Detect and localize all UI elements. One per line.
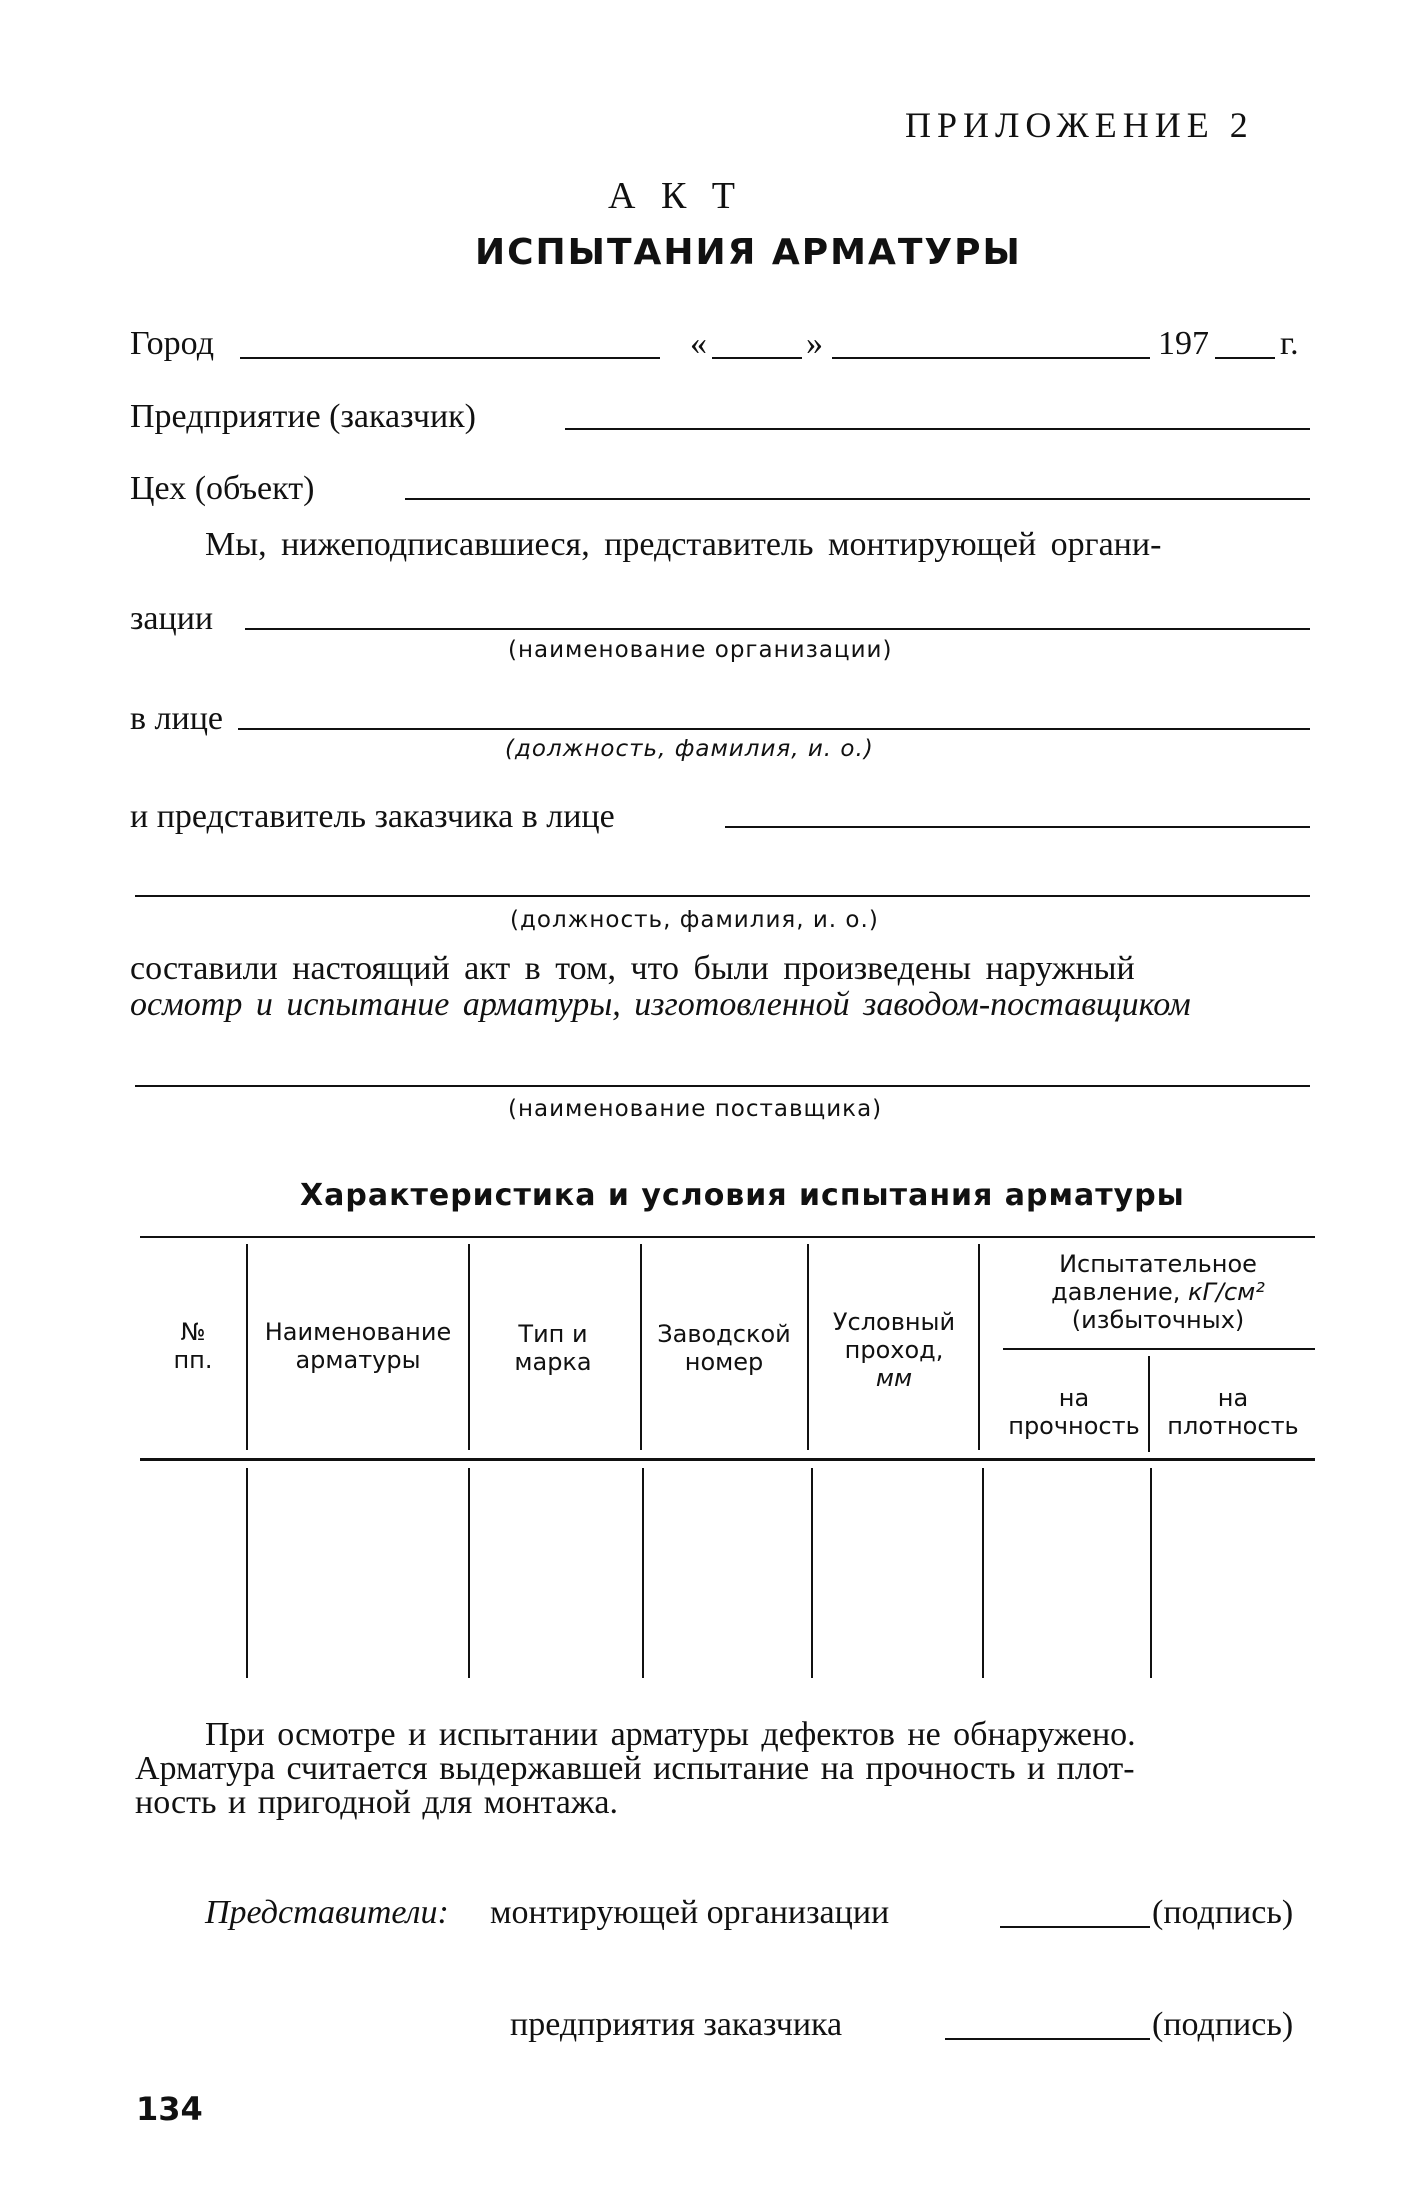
customer-rep-field-line2[interactable]	[135, 895, 1310, 897]
customer-rep-label: и представитель заказчика в лице	[130, 798, 615, 835]
year-field[interactable]	[1215, 357, 1275, 359]
enterprise-field[interactable]	[565, 428, 1310, 430]
col-divider-6	[1148, 1356, 1150, 1452]
header-number: № пп.	[173, 1318, 213, 1374]
header-pressure-unit: кГ/см²	[1188, 1278, 1265, 1306]
header-pressure	[1000, 1250, 1316, 1334]
installer-signature-field[interactable]	[1000, 1926, 1150, 1928]
pressure-sub-rule	[1003, 1348, 1315, 1350]
body-col-divider-5	[982, 1468, 984, 1678]
header-name: Наименование арматуры	[264, 1318, 452, 1374]
table-title: Характеристика и условия испытания арматуры	[300, 1178, 1185, 1213]
intro-text-line1: Мы, нижеподписавшиеся, представитель монтирующей органи-	[205, 526, 1162, 563]
header-pressure-note: (избыточных)	[1071, 1306, 1245, 1334]
header-bore-label: Условный проход,	[832, 1308, 956, 1364]
quote-close: »	[806, 325, 823, 362]
col-divider-3	[640, 1244, 642, 1450]
quote-open: «	[690, 325, 707, 362]
supplier-field[interactable]	[135, 1085, 1310, 1087]
table-top-rule	[140, 1236, 1315, 1238]
supplier-caption: (наименование поставщика)	[508, 1096, 883, 1122]
conclusion-line2: Арматура считается выдержавшей испытание на прочность и плот-	[135, 1750, 1135, 1787]
table-header-rule	[140, 1458, 1315, 1461]
organization-field[interactable]	[245, 628, 1310, 630]
header-bore	[812, 1308, 976, 1392]
body-col-divider-2	[468, 1468, 470, 1678]
shop-field[interactable]	[405, 498, 1310, 500]
body-col-divider-4	[811, 1468, 813, 1678]
document-title: А К Т	[608, 175, 743, 217]
enterprise-label: Предприятие (заказчик)	[130, 398, 476, 435]
shop-label: Цех (объект)	[130, 470, 315, 507]
document-subtitle: ИСПЫТАНИЯ АРМАТУРЫ	[475, 232, 1022, 273]
position-caption: (должность, фамилия, и. о.)	[510, 907, 879, 933]
body-col-divider-3	[642, 1468, 644, 1678]
customer-signature-caption: (подпись)	[1152, 2006, 1294, 2043]
body-text-line2: осмотр и испытание арматуры, изготовленной заводом-поставщиком	[130, 986, 1191, 1023]
conclusion-line1: При осмотре и испытании арматуры дефектов не обнаружено.	[205, 1716, 1136, 1753]
in-person-field[interactable]	[238, 728, 1310, 730]
customer-signature-field[interactable]	[945, 2038, 1150, 2040]
customer-rep-field[interactable]	[725, 826, 1310, 828]
header-pressure-label: Испытательное давление,	[1051, 1250, 1257, 1306]
col-divider-4	[807, 1244, 809, 1450]
header-type: Тип и марка	[514, 1320, 592, 1376]
installer-org-label: монтирующей организации	[490, 1894, 890, 1931]
day-field[interactable]	[712, 357, 802, 359]
position-caption-italic: (должность, фамилия, и. о.)	[505, 736, 874, 762]
col-divider-2	[468, 1244, 470, 1450]
organization-caption: (наименование организации)	[508, 637, 893, 663]
year-prefix: 197	[1158, 325, 1209, 362]
body-col-divider-1	[246, 1468, 248, 1678]
appendix-label: ПРИЛОЖЕНИЕ 2	[905, 105, 1254, 145]
conclusion-line3: ность и пригодной для монтажа.	[135, 1784, 618, 1821]
city-field[interactable]	[240, 357, 660, 359]
header-bore-unit: мм	[875, 1364, 913, 1392]
intro-text-line2: зации	[130, 600, 214, 637]
month-field[interactable]	[832, 357, 1150, 359]
header-density: на плотность	[1167, 1384, 1299, 1440]
representatives-label: Представители:	[205, 1894, 449, 1931]
page-number: 134	[136, 2090, 203, 2128]
header-serial: Заводской номер	[657, 1320, 791, 1376]
installer-signature-caption: (подпись)	[1152, 1894, 1294, 1931]
city-label: Город	[130, 325, 214, 362]
body-col-divider-6	[1150, 1468, 1152, 1678]
body-text-line1: составили настоящий акт в том, что были произведены наружный	[130, 950, 1135, 987]
in-person-label: в лице	[130, 700, 224, 737]
col-divider-5	[978, 1244, 980, 1450]
col-divider-1	[246, 1244, 248, 1450]
year-suffix: г.	[1280, 325, 1299, 362]
header-strength: на прочность	[1008, 1384, 1140, 1440]
customer-enterprise-label: предприятия заказчика	[510, 2006, 843, 2043]
